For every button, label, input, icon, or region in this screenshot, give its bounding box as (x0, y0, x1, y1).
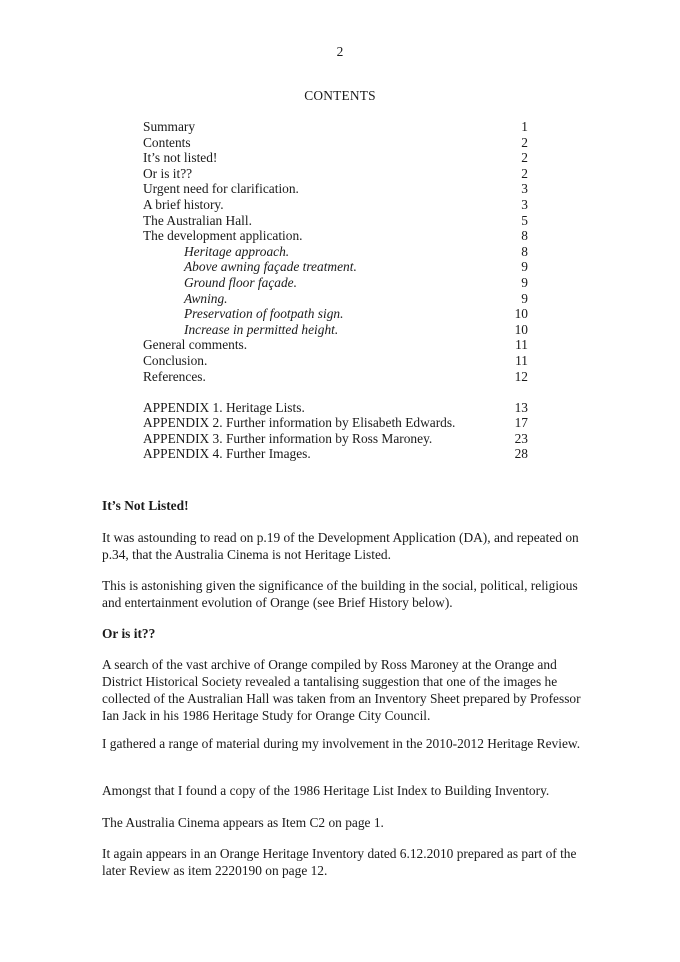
toc-entry-label: Increase in permitted height. (184, 321, 339, 337)
toc-subentry (143, 259, 528, 275)
toc-entry-page: 9 (521, 274, 528, 290)
toc-entry-page: 11 (515, 337, 528, 353)
toc-entry (143, 353, 528, 369)
toc-appendix (143, 400, 528, 416)
toc-entry-page: 9 (521, 290, 528, 306)
toc-entry-page: 2 (521, 165, 528, 181)
toc-entry-label: Heritage approach. (184, 243, 290, 259)
toc-subentry (143, 322, 528, 338)
toc-entry (143, 150, 528, 166)
toc-appendix (143, 446, 528, 462)
table-of-contents (143, 119, 528, 462)
toc-entry-label: References. (143, 368, 206, 384)
toc-entry-label: APPENDIX 2. Further information by Elisabeth Edwards. (143, 415, 456, 431)
body-paragraph: A search of the vast archive of Orange compiled by Ross Maroney at the Orange and District Historical Society revealed a tantalising suggestion that one of the images he collected of the Australian Hall was taken from an Inventory Sheet prepared by Professor Ian Jack in his 1986 Heritage Study for Orange City Council. (102, 657, 581, 723)
toc-entry-label: Above awning façade treatment. (184, 259, 357, 275)
toc-entry-label: APPENDIX 3. Further information by Ross Maroney. (143, 430, 433, 446)
toc-entry-page: 2 (521, 134, 528, 150)
toc-entry-page: 17 (514, 415, 528, 431)
body-paragraph: I gathered a range of material during my involvement in the 2010-2012 Heritage Review. (102, 736, 581, 751)
toc-entry-page: 23 (514, 430, 528, 446)
toc-entry-label: Preservation of footpath sign. (184, 306, 344, 322)
body-paragraph: The Australia Cinema appears as Item C2 on page 1. (102, 815, 384, 830)
toc-entry (143, 213, 528, 229)
section-heading-or-is-it: Or is it?? (102, 626, 156, 641)
toc-subentry (143, 306, 528, 322)
toc-entry-page: 28 (514, 446, 528, 462)
toc-entry-label: Or is it?? (143, 165, 193, 181)
toc-entry-label: Summary (143, 119, 196, 134)
toc-entry-label: Conclusion. (143, 352, 208, 368)
toc-entry-label: Urgent need for clarification. (143, 181, 299, 197)
toc-entry (143, 197, 528, 213)
toc-subentry (143, 244, 528, 260)
toc-entry-page: 1 (521, 119, 528, 134)
toc-entry-page: 8 (521, 243, 528, 259)
body-paragraph: This is astonishing given the significance of the building in the social, political, religious and entertainment evolution of Orange (see Brief History below). (102, 578, 578, 610)
toc-entry-page: 3 (521, 196, 528, 212)
toc-entry-page: 10 (514, 306, 528, 322)
toc-entry-page: 5 (521, 212, 528, 228)
body-paragraph: It was astounding to read on p.19 of the Development Application (DA), and repeated on p.34, that the Australia Cinema is not Heritage Listed. (102, 530, 579, 562)
toc-spacer (143, 384, 528, 400)
body-paragraph: Amongst that I found a copy of the 1986 Heritage List Index to Building Inventory. (102, 783, 550, 798)
toc-entry-label: General comments. (143, 337, 248, 353)
toc-entry-label: APPENDIX 1. Heritage Lists. (143, 399, 305, 415)
toc-entry-page: 12 (514, 368, 528, 384)
toc-entry-page: 2 (521, 150, 528, 166)
toc-entry-label: It’s not listed! (143, 150, 218, 166)
toc-appendix (143, 431, 528, 447)
body-paragraph: It again appears in an Orange Heritage Inventory dated 6.12.2010 prepared as part of the later Review as item 2220190 on page 12. (102, 846, 577, 878)
toc-subentry (143, 275, 528, 291)
toc-entry-label: The Australian Hall. (143, 212, 252, 228)
toc-entry-label: Ground floor façade. (184, 274, 297, 290)
toc-entry-label: Contents (143, 134, 191, 150)
section-heading-not-listed: It’s Not Listed! (102, 498, 189, 513)
toc-entry (143, 119, 528, 135)
toc-entry-label: A brief history. (143, 196, 224, 212)
toc-entry-page: 13 (514, 399, 528, 415)
toc-entry-label: APPENDIX 4. Further Images. (143, 446, 311, 462)
toc-subentry (143, 291, 528, 307)
toc-entry (143, 166, 528, 182)
page-number: 2 (336, 44, 344, 59)
toc-entry-label: Awning. (184, 290, 228, 306)
toc-entry (143, 228, 528, 244)
toc-entry (143, 337, 528, 353)
toc-entry (143, 181, 528, 197)
toc-entry-label: The development application. (143, 228, 303, 244)
toc-entry-page: 3 (521, 181, 528, 197)
toc-entry (143, 135, 528, 151)
toc-appendix (143, 415, 528, 431)
contents-title: CONTENTS (304, 88, 376, 103)
toc-entry-page: 11 (515, 352, 528, 368)
toc-entry-page: 9 (521, 259, 528, 275)
toc-entry (143, 369, 528, 385)
toc-entry-page: 8 (521, 228, 528, 244)
toc-entry-page: 10 (514, 321, 528, 337)
